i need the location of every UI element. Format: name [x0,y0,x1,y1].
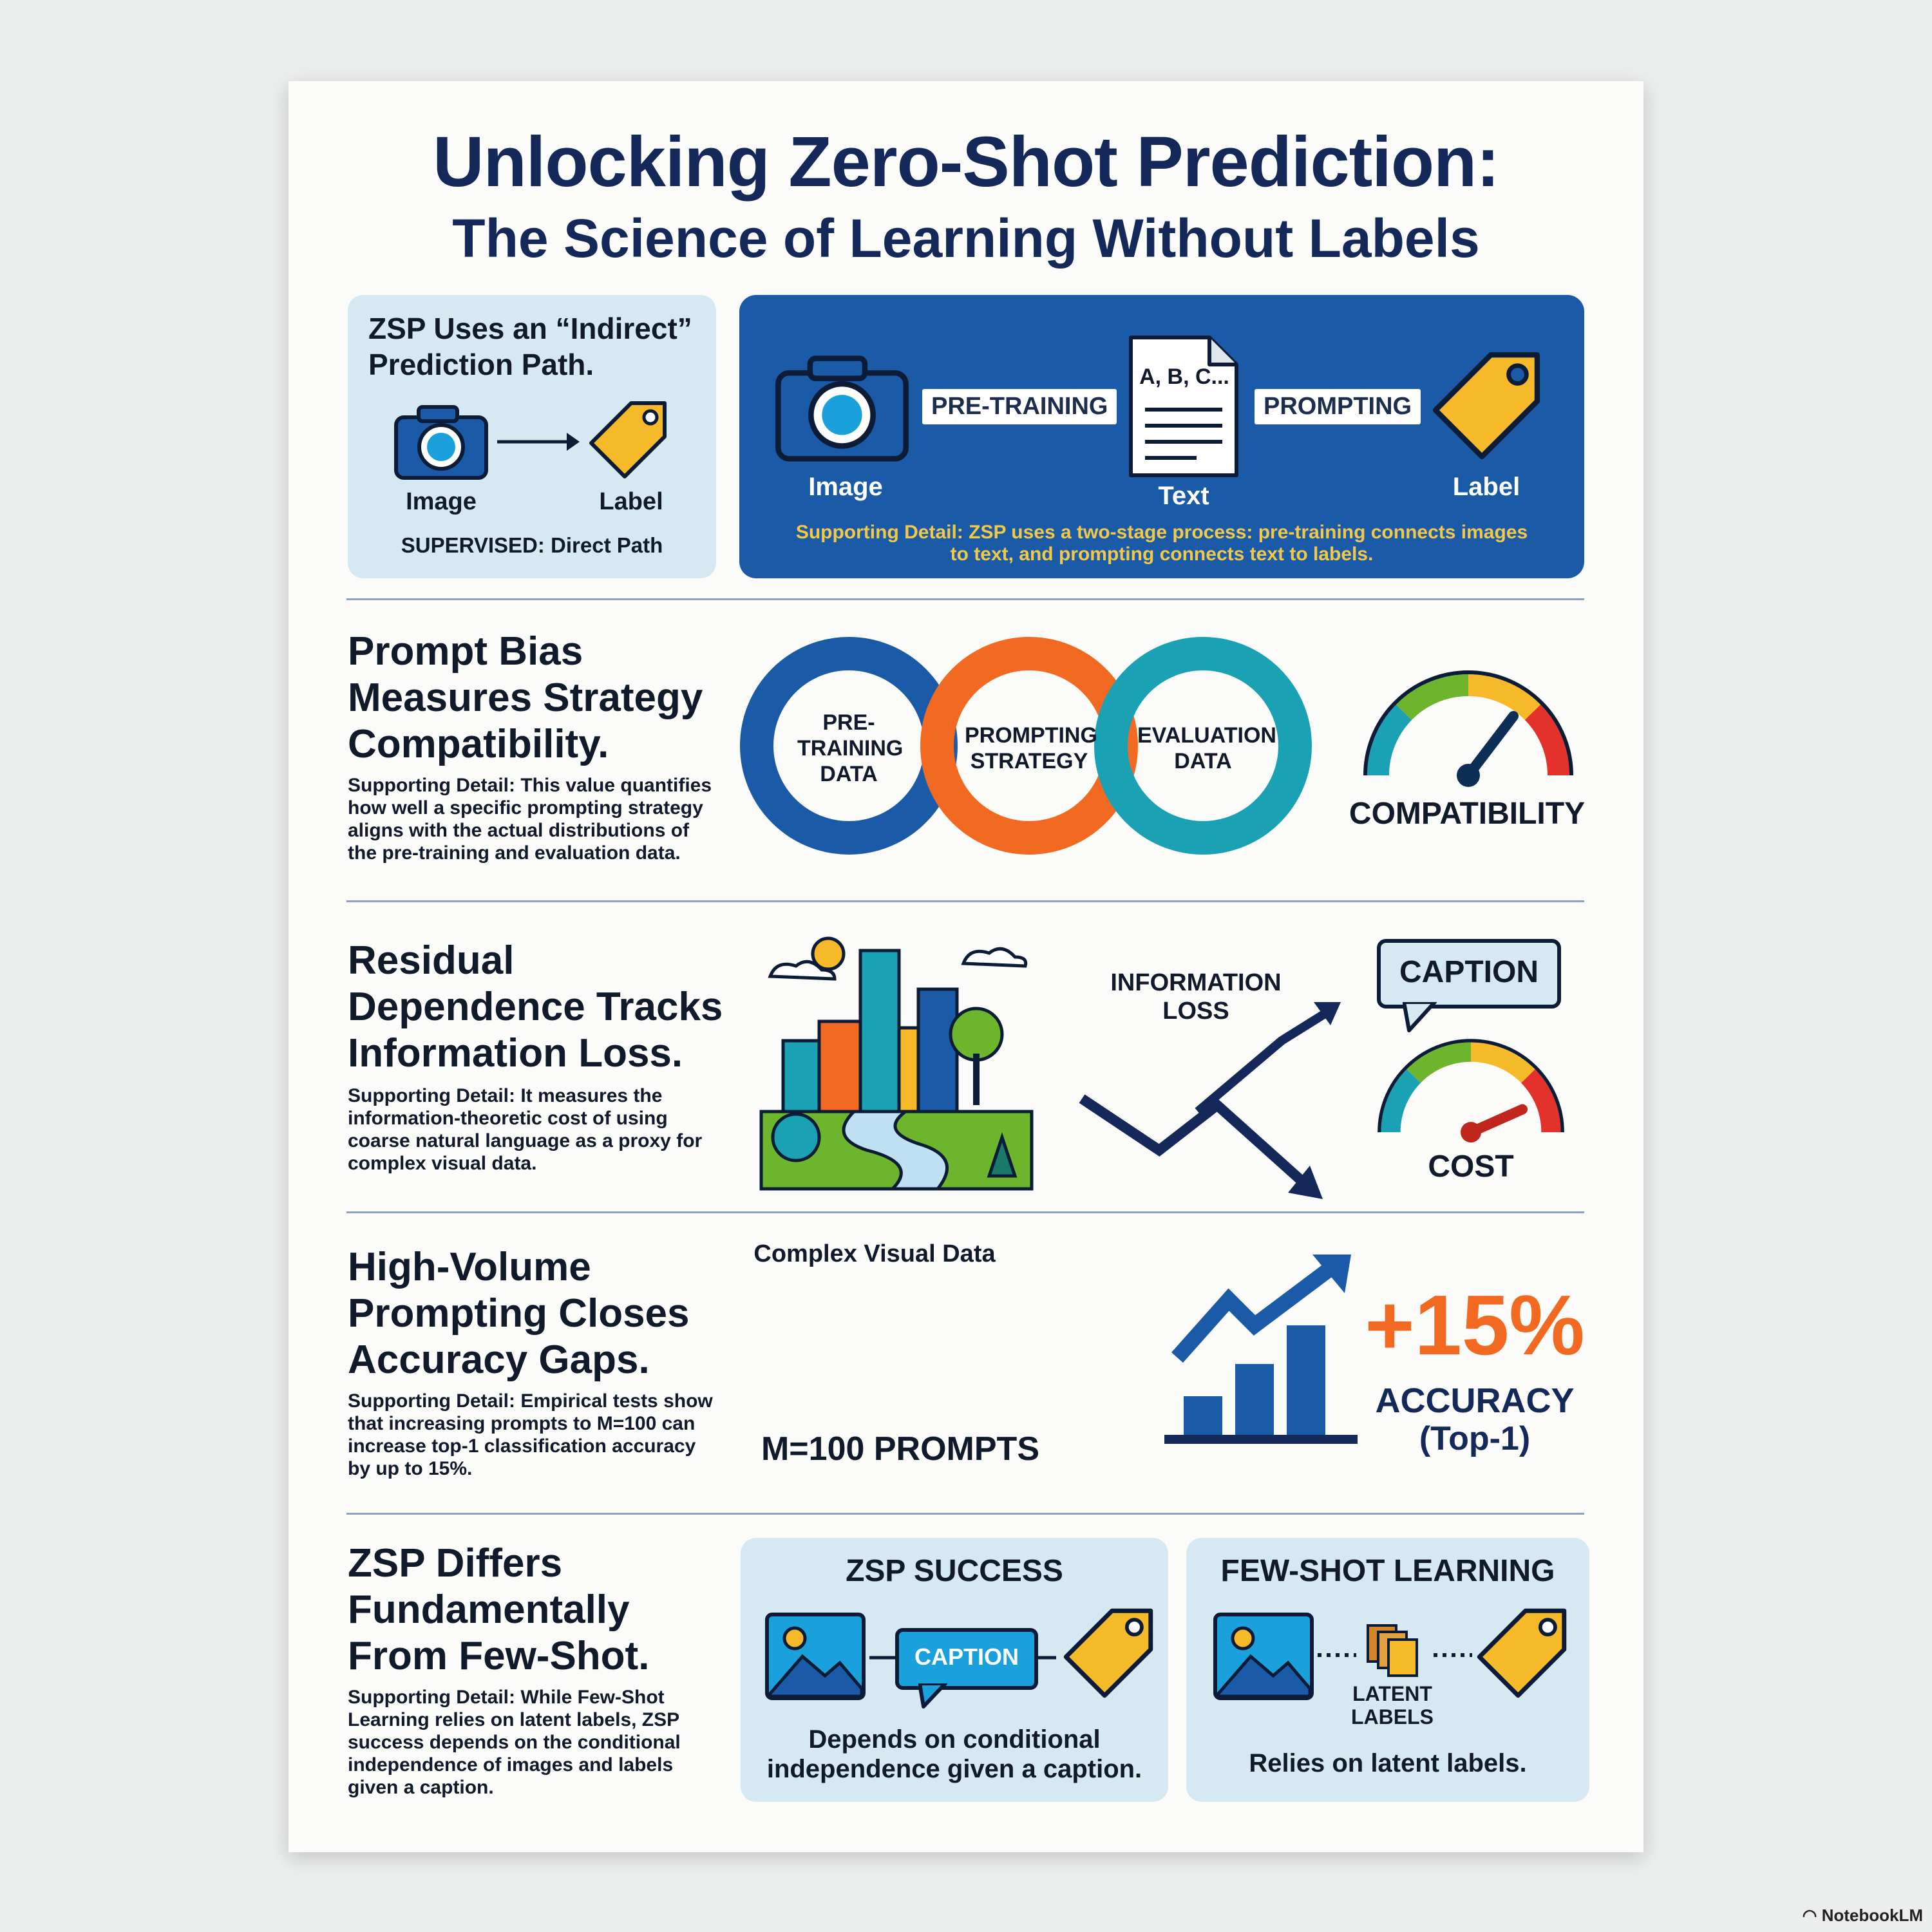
pipeline-image-label: Image [808,473,883,501]
complex-visual-label: Complex Visual Data [753,1240,996,1267]
indirect-path-panel [739,295,1584,578]
compatibility-gauge-icon [1352,659,1584,788]
cost-label: COST [1428,1150,1514,1184]
camera-icon [393,403,489,480]
section3-detail: Supporting Detail: It measures the information-theoretic cost of using coarse natural language as a proxy for complex visual data. [348,1085,703,1174]
divider-3 [346,1211,1584,1213]
brand-text: NotebookLM [1821,1906,1923,1925]
section5-heading: ZSP Differs Fundamentally From Few-Shot. [348,1541,650,1678]
city-landscape-icon [757,925,1034,1202]
zsp-caption-text: CAPTION [914,1643,1019,1670]
ring-label-pretraining: PRE-TRAINING DATA [797,710,904,786]
image-picture-icon [1212,1611,1315,1701]
supervised-caption: SUPERVISED: Direct Path [401,533,663,557]
compatibility-label: COMPATIBILITY [1349,797,1586,831]
section2-heading: Prompt Bias Measures Strategy Compatibility. [348,629,703,766]
section4-detail: Supporting Detail: Empirical tests show that increasing prompts to M=100 can increase top-1 classification accuracy by up to 15%. [348,1390,713,1479]
ring-label-evaluation: EVALUATION DATA [1137,723,1276,773]
information-loss-arrows [1075,983,1346,1215]
top1-label: (Top-1) [1419,1420,1531,1457]
divider-4 [346,1513,1584,1515]
zsp-success-panel [741,1538,1168,1802]
few-shot-description: Relies on latent labels. [1249,1749,1527,1777]
few-shot-title: FEW-SHOT LEARNING [1220,1554,1555,1588]
supervised-label-label: Label [599,488,663,515]
prompting-tag: PROMPTING [1255,389,1421,424]
pretraining-tag: PRE-TRAINING [922,389,1117,424]
growth-bar-chart-icon [1164,1255,1358,1448]
camera-icon [773,353,911,462]
notebooklm-logo-icon: ◠ [1802,1906,1822,1925]
label-tag-icon [586,398,670,482]
supervised-image-label: Image [406,488,477,515]
few-shot-panel [1186,1538,1589,1802]
pipeline-text-label: Text [1158,482,1209,510]
cost-gauge-icon [1368,1025,1574,1148]
information-loss-label: INFORMATION LOSS [1110,969,1282,1025]
notebooklm-brand [1803,1906,1923,1926]
section5-detail: Supporting Detail: While Few-Shot Learning relies on latent labels, ZSP success depends on the conditional independence of images and labels given a caption. [348,1687,681,1798]
section1-heading: ZSP Uses an “Indirect” Prediction Path. [368,312,692,381]
pipeline-detail: Supporting Detail: ZSP uses a two-stage process: pre-training connects images to text, and prompting connects text to labels. [795,522,1528,565]
infographic-sheet [289,81,1643,1852]
label-tag-icon [1428,348,1544,464]
arrow-right-icon [497,429,581,455]
document-text: A, B, C... [1139,365,1229,389]
zsp-success-title: ZSP SUCCESS [846,1554,1063,1588]
divider-1 [346,598,1584,600]
title-line-1: Unlocking Zero-Shot Prediction: [433,122,1499,202]
caption-bubble-text: CAPTION [1399,955,1539,989]
speech-bubble-tail [918,1683,951,1709]
stacked-documents-icon [1364,1622,1422,1680]
ring-label-prompting: PROMPTING STRATEGY [965,723,1097,773]
latent-labels-text: LATENT LABELS [1351,1682,1434,1728]
title-line-2: The Science of Learning Without Labels [452,208,1480,269]
prompts-label: M=100 PROMPTS [761,1430,1040,1468]
section4-heading: High-Volume Prompting Closes Accuracy Gaps. [348,1245,690,1382]
section2-detail: Supporting Detail: This value quantifies how well a specific prompting strategy aligns with the actual distributions of the pre-training and evaluation data. [348,775,712,864]
pipeline-label-label: Label [1452,473,1520,501]
image-picture-icon [764,1611,867,1701]
text-document-icon [1126,332,1242,480]
label-tag-icon [1060,1605,1157,1701]
zsp-description: Depends on conditional independence given a caption. [766,1725,1142,1783]
accuracy-label: ACCURACY [1375,1381,1575,1420]
accuracy-gain: +15% [1365,1278,1585,1372]
label-tag-icon [1473,1605,1570,1701]
supervised-panel [348,295,716,578]
section3-heading: Residual Dependence Tracks Information Loss. [348,938,723,1075]
divider-2 [346,900,1584,902]
